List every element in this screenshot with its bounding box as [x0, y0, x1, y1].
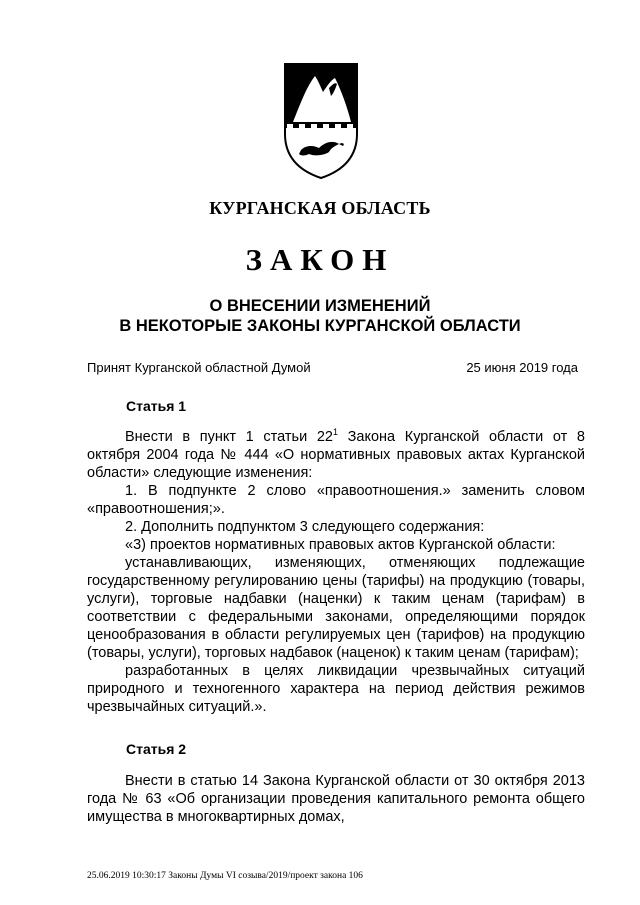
article-2-body [87, 772, 585, 826]
article-1-paragraph: «3) проектов нормативных правовых актов Курганской области: [125, 537, 556, 553]
article-2-heading: Статья 2 [126, 741, 187, 757]
region-name: КУРГАНСКАЯ ОБЛАСТЬ [209, 198, 431, 218]
article-2-paragraph: Внести в статью 14 Закона Курганской области от 30 октября 2013 года № 63 «Об организации проведения капитального ремонта общего имущества в многоквартирных домах, [87, 773, 585, 825]
article-1-paragraph: 2. Дополнить подпунктом 3 следующего содержания: [125, 519, 485, 535]
article-1-paragraph: разработанных в целях ликвидации чрезвычайных ситуаций природного и техногенного характера на период действия режимов чрезвычайных ситуаций.». [87, 663, 585, 715]
article-1-paragraph: Внести в пункт 1 статьи $22^1$ Закона Курганской области от 8 октября 2004 года № 444 «О нормативных правовых актах Курганской области» следующие изменения: [87, 427, 585, 481]
article-1-body [87, 428, 585, 716]
title-line-1: О ВНЕСЕНИИ ИЗМЕНЕНИЙ [209, 297, 431, 315]
title-line-2: В НЕКОТОРЫЕ ЗАКОНЫ КУРГАНСКОЙ ОБЛАСТИ [119, 317, 521, 335]
adopted-by: Принят Курганской областной Думой [87, 360, 311, 375]
article-1-paragraph: 1. В подпункте 2 слово «правоотношения.» заменить словом «правоотношения;». [87, 483, 585, 517]
article-1-heading: Статья 1 [126, 398, 187, 414]
adoption-date: 25 июня 2019 года [466, 360, 578, 375]
document-title [0, 296, 640, 336]
footer-path: 25.06.2019 10:30:17 Законы Думы VI созыва/2019/проект закона 106 [87, 871, 363, 881]
document-type: ЗАКОН [245, 242, 395, 277]
article-1-paragraph: устанавливающих, изменяющих, отменяющих подлежащие государственному регулированию цены (тарифы) на продукцию (товары, услуги), торговые надбавки (наценки) к таким ценам (тарифам) в соответствии с федеральными законами, определяющими порядок ценообразования в области регулируемых цен (тарифов) на продукцию (товары, услуги), торговых надбавок (наценок) к таким ценам (тарифам); [87, 555, 585, 661]
coat-of-arms-icon [283, 62, 359, 180]
